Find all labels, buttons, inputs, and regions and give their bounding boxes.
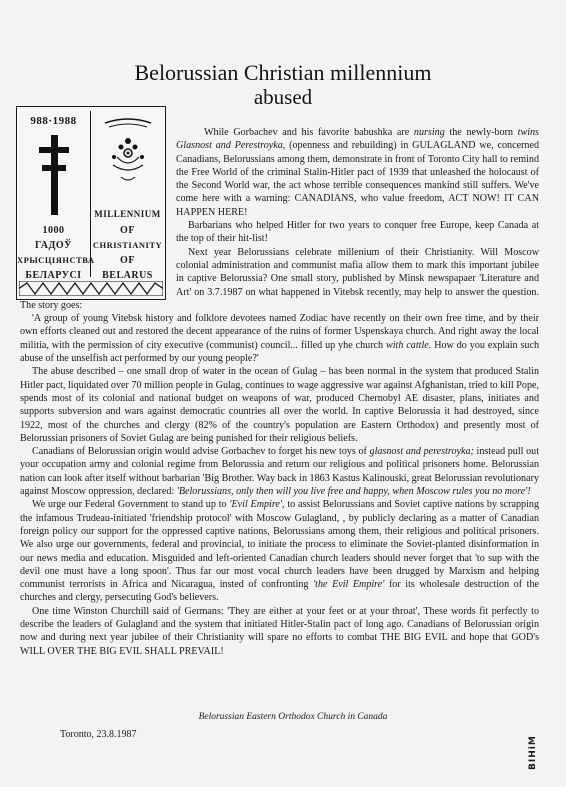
emblem-years: 988·1988 (30, 115, 77, 127)
text-segment: 'the Evil Empire' (313, 579, 385, 591)
text-segment: 'Belorussians, only then will you live free and happy, when Moscow rules you no more'! (176, 486, 531, 498)
emblem-left-christianity: ХРЫСЦІЯНСТВА (17, 255, 95, 265)
emblem-left-1000: 1000 (42, 225, 65, 236)
emblem-right-millennium: MILLENNIUM (94, 209, 161, 219)
text-segment: the newly-born (444, 127, 518, 138)
article-title (60, 60, 506, 110)
text-segment: 'A group of young Vitebsk history and folklore devotees named Zodiac have recently on their own free time, and by their own efforts cleaned out and restored the decent appearance of the ruins of former Uspenskaya church. And right away the local militia, with the permission of city executive (communist) council... filled up yhe church (20, 313, 539, 351)
text-segment: How do you explain such abuse of the unselfish act performed by our young people?' (20, 339, 539, 365)
archive-stamp: ВІНіМ (528, 735, 538, 770)
emblem-right-christianity: CHRISTIANITY (92, 240, 163, 250)
paragraph (20, 498, 539, 604)
text-segment: with cattle. (386, 339, 432, 351)
emblem-right-of-2: OF (120, 255, 135, 266)
paragraph (20, 312, 539, 365)
paragraph (20, 365, 539, 445)
text-segment: twins Glasnost and Perestroyka, (176, 127, 539, 152)
emblem-left-gadou: ГАДОЎ (35, 240, 72, 251)
emblem-spacer (20, 126, 176, 296)
text-segment: One time Winston Churchill said of Germans: 'They are either at your feet or at your throat', These words fit perfectly to describe the leaders of Gulagland and the system that initiated Hitler-Stalin pact of long ago. Canadians of Belorussian origin now and during next year jubilee of their Christianity will spare no efforts to combat THE BIG EVIL and hope that GOD's WILL OVER THE BIG EVIL SHALL PREVAIL! (20, 605, 539, 657)
text-segment: glasnost and perestroyka; (369, 446, 474, 458)
signature: Belorussian Eastern Orthodox Church in Canada (198, 712, 388, 722)
text-segment: nursing (413, 127, 445, 138)
text-segment: 'Evil Empire' (229, 499, 283, 511)
emblem-left-belarusi: БЕЛАРУСІ (25, 270, 82, 281)
paragraph (20, 445, 539, 498)
text-segment: Canadians of Belorussian origin would advise Gorbachev to forget his new toys of (32, 446, 370, 458)
title-line-1: Belorussian Christian millennium (134, 60, 432, 85)
place-and-date: Toronto, 23.8.1987 (60, 729, 137, 740)
text-segment: We urge our Federal Government to stand up to (32, 499, 230, 511)
text-segment: , to assist Belorussians and Soviet captive nations by scrapping the infamous Trudeau-initiated 'friendship protocol' with Moscow Gulagland, , by publicly declaring as a matter of Canadian foreign policy our support for the oppressed captive nations, Belorussians among them, their religious and political prisoners. We also urge our governments, federal and provincial, to initiate the process to eliminate the Soviet-planted disinformation in our news media and education. Misguided and left-oriented Canadian church leaders should never forget that 'to sup with the devil one must have a long spoon'. Thus far our most vocal church leaders have been drugged by Marxism and helping communist terrorists in Africa and Nicaragua, insted of confronting (20, 499, 539, 591)
text-segment: While Gorbachev and his favorite babushka are (204, 127, 414, 138)
text-segment: Next year Belorussians celebrate millenium of their Christianity. Will Moscow colonial administration and communist mafia allow them to mark this important jubilee in captive Belorussia? One small story, published by Minsk newspapaer 'Literature and Art' on 3.7.1987 on what happened in Vitebsk recently, may help to answer the question. The story goes: (20, 246, 539, 311)
text-segment: instead pull out your occupation army and colonial regime from Belorussia and return our religious and political prisoners home. Belorussian nation can look after itself without barbarian 'Big Brother. Way back in 1863 Kastus Kalinouski, great Belorussian revolutionary against Moscow oppression, declared: (20, 446, 540, 498)
emblem-right-of-1: OF (120, 225, 135, 236)
text-segment: for its wholesale destruction of the churches and clergy, persecuting God's believers. (20, 579, 539, 604)
emblem-right-belarus: BELARUS (102, 270, 153, 281)
text-segment: The abuse described – one small drop of water in the ocean of Gulag – has been normal in the system that produced Stalin Hitler pact, liquidated over 70 million people in Gulag, continues to wage aggressive war against Afghanistan, tried to kill Pope, spends most of its colonial and national budget on weapons of war, produced Chernobyl AE disaster, plans, initiates and supports subversion and wars against democratic countries all over the world. In captive Belorussia it had destroyed, since 1922, most of the churches and clergy (82% of the country's population are Eastern Orthodox) and presently most of Belorussian prisoners of Soviet Gulag are being punished for their religious beliefs. (20, 366, 539, 444)
text-segment: Barbarians who helped Hitler for two years to conquer free Europe, keep Canada at the top of their hit-list! (176, 220, 539, 245)
title-line-2: abused (253, 85, 313, 109)
text-segment: (openness and rebuilding) in GULAGLAND we, concerned Canadians, Belorussians among them, demonstrate in front of Toronto City hall to remind the Free World of the criminal Stalin-Hitler pact of 1939 that unleashed the holocaust of the Second World war, the act whose terrible consequences mankind still suffers. We've come here with a warning: CANADIANS, who value freedom, ACT NOW! IT CAN HAPPEN HERE! (176, 140, 539, 218)
paragraph (20, 605, 539, 658)
article-body (20, 126, 539, 658)
